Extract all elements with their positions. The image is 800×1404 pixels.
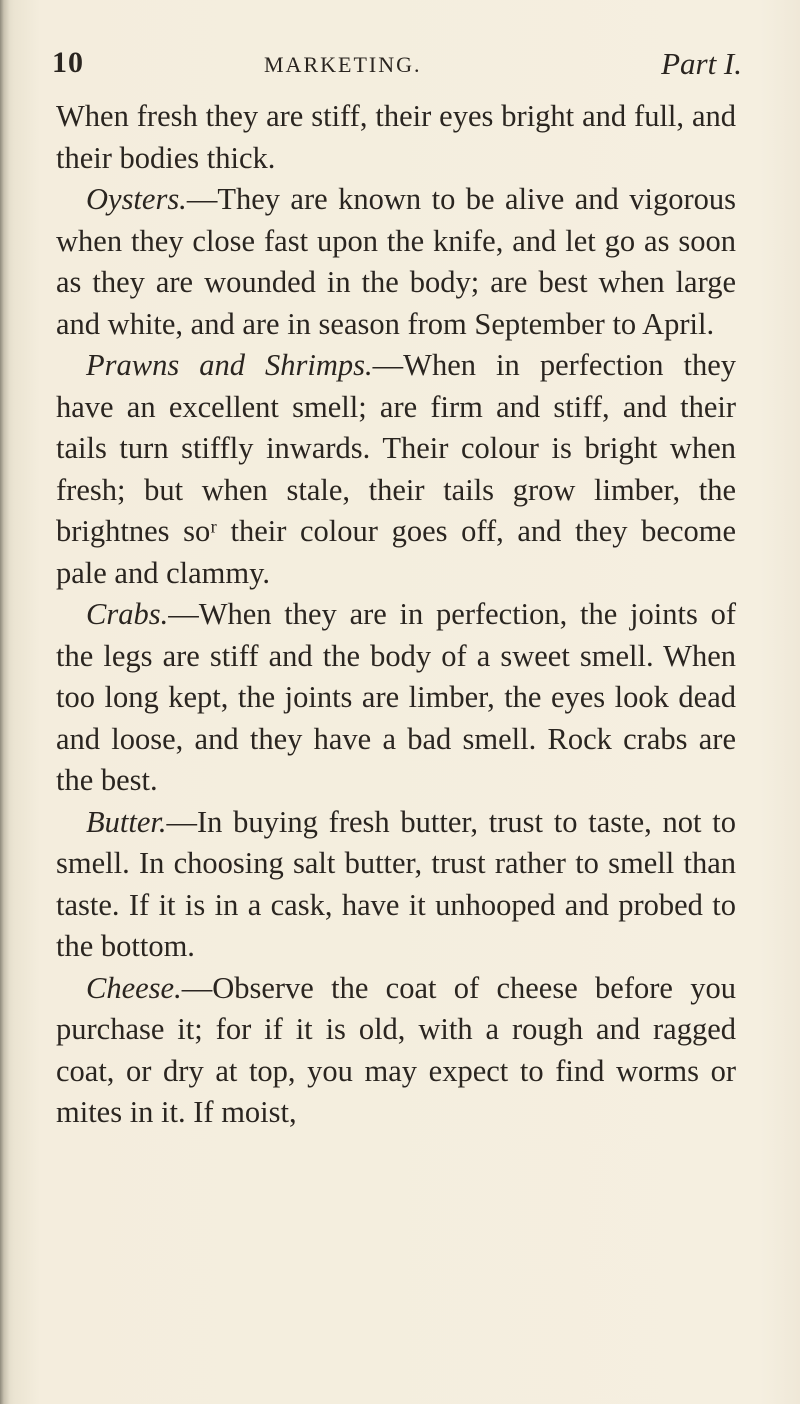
section-heading-cheese: Cheese. — [86, 970, 182, 1005]
paragraph-crabs — [56, 594, 736, 802]
part-label: Part I. — [661, 46, 742, 81]
paragraph-text: —When in perfection they have an excellent smell; are firm and stiff, and their tails turn stiffly inwards. Their colour is bright when fresh; but when stale, their tails grow limber, the brightnes soʳ their colour goes off, and they become pale and clammy. — [56, 348, 736, 590]
body-text — [56, 96, 736, 1134]
page-binding-edge — [0, 0, 10, 1404]
paragraph-butter — [56, 802, 736, 968]
paragraph-text: When fresh they are stiff, their eyes bright and full, and their bodies thick. — [56, 99, 736, 175]
section-heading-prawns-shrimps: Prawns and Shrimps. — [86, 348, 373, 382]
section-heading-oysters: Oysters. — [86, 182, 187, 216]
page-number: 10 — [52, 46, 84, 79]
paragraph-cheese — [56, 968, 736, 1134]
running-header — [52, 46, 742, 86]
section-heading-crabs: Crabs. — [86, 597, 169, 631]
paragraph-text: —Observe the coat of cheese before you purchase it; for if it is old, with a rough and ragged coat, or dry at top, you may expect to find worms or mites in it. If moist, — [56, 970, 736, 1129]
paragraph-prawns-shrimps — [56, 345, 736, 594]
paragraph-text: —When they are in perfection, the joints of the legs are stiff and the body of a sweet smell. When too long kept, the joints are limber, the eyes look dead and loose, and they have a bad smell. Rock crabs are the best. — [56, 597, 736, 797]
running-title: MARKETING. — [264, 52, 422, 77]
paragraph-text: —They are known to be alive and vigorous when they close fast upon the knife, and let go as soon as they are wounded in the body; are best when large and white, and are in season from September to April. — [56, 182, 736, 341]
section-heading-butter: Butter. — [86, 804, 167, 839]
paragraph-oysters — [56, 179, 736, 345]
paragraph-text: —In buying fresh butter, trust to taste, not to smell. In choosing salt butter, trust rather to smell than taste. If it is in a cask, have it unhooped and probed to the bottom. — [56, 804, 736, 963]
paragraph-fish-continued — [56, 96, 736, 179]
